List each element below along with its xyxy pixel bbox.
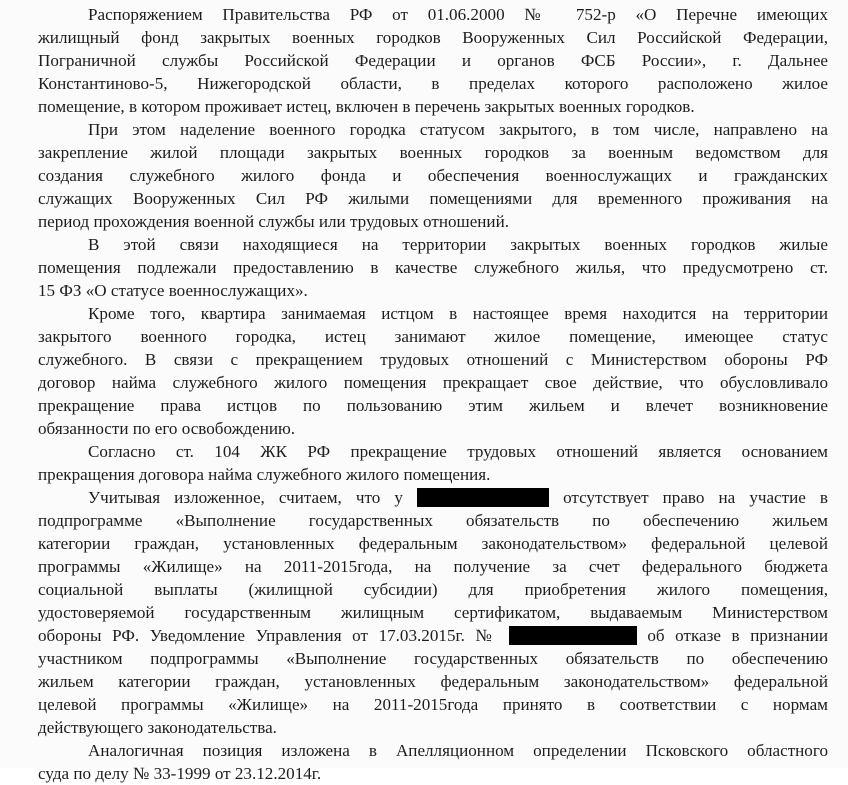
text-line: закрепление жилой площади закрытых военных городков за военным ведомством для: [38, 143, 828, 162]
text-line: обязанности по его освобождению.: [38, 419, 296, 438]
text-line: действующего законодательства.: [38, 718, 277, 737]
text-line: подпрограмме «Выполнение государственных обязательств по обеспечению жильем: [38, 511, 828, 530]
text-line: период прохождения военной службы или трудовых отношений.: [38, 212, 509, 231]
text-line: удостоверяемой государственным жилищным сертификатом, выдаваемым Министерством: [38, 603, 828, 622]
text-line: целевой программы «Жилище» на 2011-2015года принято в соответствии с нормам: [38, 695, 828, 714]
text-line: жильем категории граждан, установленных федеральным законодательством» федеральной: [38, 672, 828, 691]
text-line: Константиново-5, Нижегородской области, в пределах которого расположено жилое: [38, 74, 828, 93]
text-fragment: Учитывая изложенное, считаем, что у: [88, 488, 403, 507]
text-line: закрытого военного городка, истец занимают жилое помещение, имеющее статус: [38, 327, 828, 346]
text-fragment: обороны РФ. Уведомление Управления от 17.03.2015г. №: [38, 626, 499, 645]
text-line: 15 ФЗ «О статусе военнослужащих».: [38, 281, 308, 300]
text-line: Согласно ст. 104 ЖК РФ прекращение трудовых отношений является основанием: [88, 442, 828, 461]
text-line: Аналогичная позиция изложена в Апелляционном определении Псковского областного: [88, 741, 828, 760]
text-fragment: об отказе в признании: [647, 626, 828, 645]
text-line: программы «Жилище» на 2011-2015года, на получение за счет федерального бюджета: [38, 557, 828, 576]
redacted-number-block: [509, 626, 637, 645]
text-line: жилищный фонд закрытых военных городков Вооруженных Сил Российской Федерации,: [38, 28, 828, 47]
text-line: Распоряжением Правительства РФ от 01.06.2000 № 752-р «О Перечне имеющих: [88, 5, 828, 24]
text-line: [88, 486, 828, 509]
text-line: помещения подлежали предоставлению в качестве служебного жилья, что предусмотрено ст.: [38, 258, 828, 277]
text-fragment: отсутствует право на участие в: [563, 488, 828, 507]
text-line: [38, 624, 828, 647]
text-line: категории граждан, установленных федеральным законодательством» федеральной целевой: [38, 534, 828, 553]
text-line: В этой связи находящиеся на территории закрытых военных городков жилые: [88, 235, 828, 254]
text-line: Кроме того, квартира занимаемая истцом в настоящее время находится на территории: [88, 304, 828, 323]
text-line: создания служебного жилого фонда и обеспечения военнослужащих и гражданских: [38, 166, 828, 185]
text-line: помещение, в котором проживает истец, включен в перечень закрытых военных городков.: [38, 97, 695, 116]
text-line: При этом наделение военного городка статусом закрытого, в том числе, направлено на: [88, 120, 828, 139]
text-line: служащих Вооруженных Сил РФ жилыми помещениями для временного проживания на: [38, 189, 828, 208]
text-line: служебного. В связи с прекращением трудовых отношений с Министерством обороны РФ: [38, 350, 828, 369]
redacted-name-block: [417, 488, 549, 507]
text-line: участником подпрограммы «Выполнение государственных обязательств по обеспечению: [38, 649, 828, 668]
text-line: прекращение права истцов по пользованию этим жильем и влечет возникновение: [38, 396, 828, 415]
text-line: прекращения договора найма служебного жилого помещения.: [38, 465, 491, 484]
text-line: Пограничной службы Российской Федерации и органов ФСБ России», г. Дальнее: [38, 51, 828, 70]
text-line: суда по делу № 33-1999 от 23.12.2014г.: [38, 764, 322, 783]
text-line: социальной выплаты (жилищной субсидии) для приобретения жилого помещения,: [38, 580, 828, 599]
text-line: договор найма служебного жилого помещения прекращает свое действие, что обусловливало: [38, 373, 828, 392]
